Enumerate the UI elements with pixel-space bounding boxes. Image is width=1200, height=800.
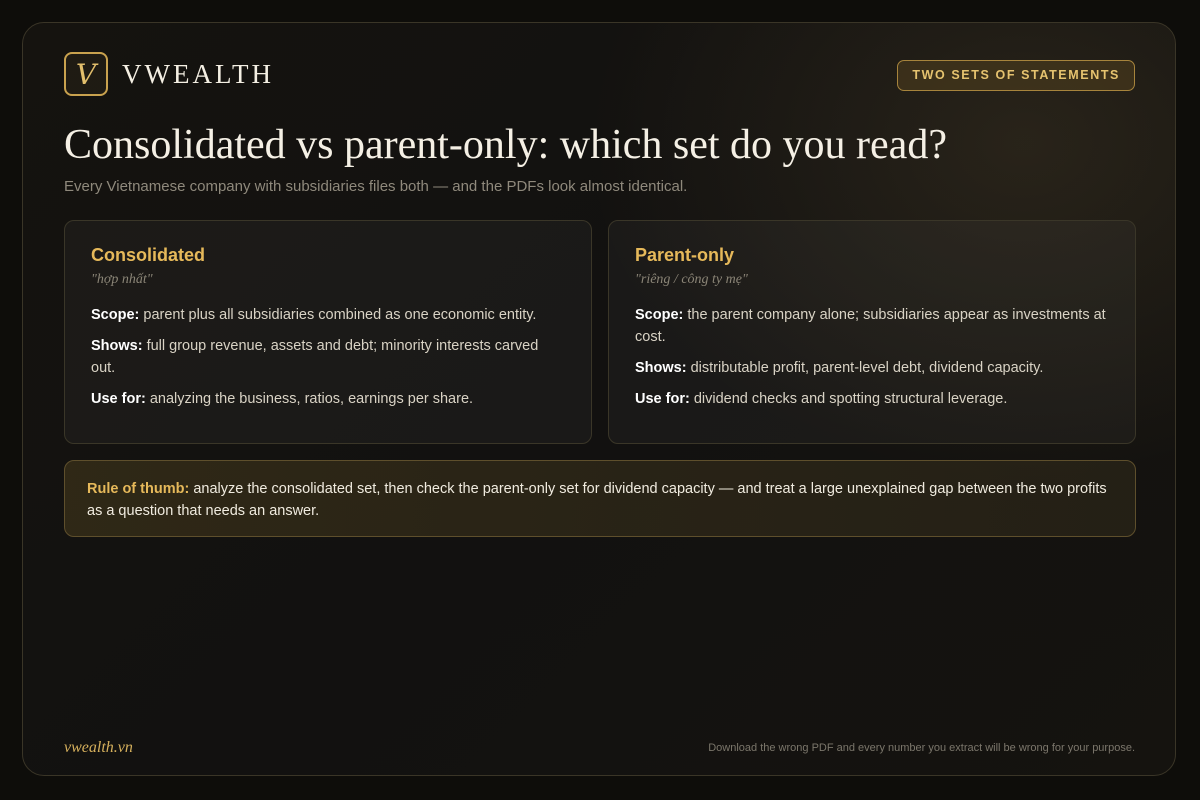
rule-text: analyze the consolidated set, then check the parent-only set for dividend capacity — and treat a large unexplained gap between the two profits as a question that needs an answer. (87, 481, 1107, 519)
card-scope (91, 304, 565, 326)
card-term: "riêng / công ty mẹ" (635, 272, 748, 287)
use-for-label: Use for: (91, 391, 146, 407)
card-term: "hợp nhất" (91, 272, 153, 287)
consolidated-card (64, 220, 592, 444)
topic-badge: TWO SETS OF STATEMENTS (897, 60, 1135, 91)
scope-label: Scope: (635, 307, 684, 323)
shows-text: distributable profit, parent-level debt, dividend capacity. (690, 360, 1044, 376)
brand-name: VWEALTH (122, 58, 274, 89)
card-use-for (91, 388, 565, 410)
shows-text: full group revenue, assets and debt; minority interests carved out. (91, 338, 539, 376)
brand (64, 52, 274, 96)
use-for-text: dividend checks and spotting structural leverage. (693, 391, 1008, 407)
parent-only-card (608, 220, 1136, 444)
card-shows (91, 335, 565, 379)
card-use-for (635, 388, 1109, 410)
card-title: Consolidated (91, 245, 206, 265)
footer-note: Download the wrong PDF and every number you extract will be wrong for your purpose. (708, 742, 1135, 754)
brand-logo-icon: V (64, 52, 108, 96)
rule-of-thumb-callout (64, 460, 1136, 537)
card-shows (635, 357, 1109, 379)
scope-text: parent plus all subsidiaries combined as one economic entity. (143, 307, 537, 323)
scope-label: Scope: (91, 307, 140, 323)
card-scope (635, 304, 1109, 348)
footer-site-link[interactable]: vwealth.vn (64, 739, 133, 756)
card-title: Parent-only (635, 245, 735, 265)
scope-text: the parent company alone; subsidiaries appear as investments at cost. (635, 307, 1106, 345)
shows-label: Shows: (91, 338, 143, 354)
page-subtitle: Every Vietnamese company with subsidiaries files both — and the PDFs look almost identical. (64, 178, 688, 195)
page-title: Consolidated vs parent-only: which set do you read? (64, 122, 947, 168)
use-for-label: Use for: (635, 391, 690, 407)
shows-label: Shows: (635, 360, 687, 376)
rule-label: Rule of thumb: (87, 481, 190, 497)
slide-frame (22, 22, 1176, 776)
use-for-text: analyzing the business, ratios, earnings per share. (149, 391, 474, 407)
